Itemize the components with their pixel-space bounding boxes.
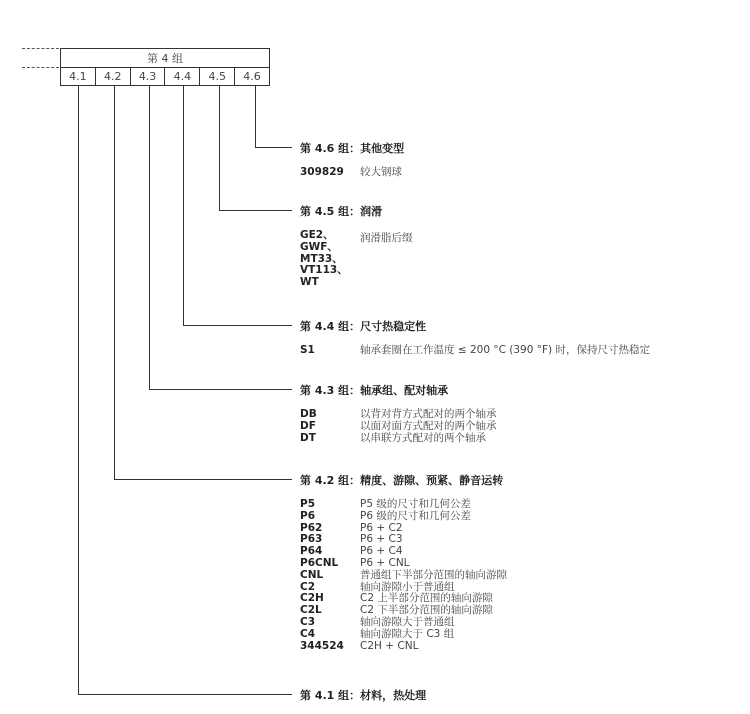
connector-4-4-horizontal	[183, 325, 292, 326]
rows-group-4-4	[300, 345, 650, 357]
code: P62	[300, 521, 323, 534]
connector-4-5-horizontal	[219, 210, 292, 211]
heading-group-4-2: 第 4.2 组：精度、游隙、预紧、静音运转	[300, 474, 504, 487]
code: 344524	[300, 639, 344, 652]
description: P6 + C3	[360, 533, 403, 546]
code: P63	[300, 533, 323, 546]
rows-group-4-2	[300, 499, 507, 652]
code-wt: WT	[300, 276, 319, 289]
code: DT	[300, 431, 316, 444]
description: C2H + CNL	[360, 639, 419, 652]
row-df	[300, 421, 497, 433]
description: 普通组下半部分范围的轴向游隙	[360, 568, 507, 581]
cell-4-3: 4.3	[130, 68, 165, 86]
code-mt33: MT33、	[300, 252, 343, 265]
rows-group-4-6	[300, 167, 402, 179]
rows-group-4-3	[300, 409, 497, 444]
connector-4-1-horizontal	[78, 694, 292, 695]
row-cnl	[300, 570, 507, 582]
description: P6 + C4	[360, 545, 403, 558]
connector-4-6-horizontal	[255, 147, 292, 148]
code: C2H	[300, 592, 324, 605]
cell-4-4: 4.4	[164, 68, 199, 86]
code: DB	[300, 408, 317, 420]
code: DF	[300, 419, 316, 432]
group-box	[60, 48, 270, 86]
code: 309829	[300, 166, 344, 178]
heading-group-4-5: 第 4.5 组：润滑	[300, 205, 383, 218]
connector-4-5-vertical	[219, 86, 220, 210]
connector-4-6-vertical	[255, 86, 256, 147]
heading-group-4-4: 第 4.4 组：尺寸热稳定性	[300, 320, 427, 333]
code-vt113: VT113、	[300, 264, 348, 277]
code: P5	[300, 498, 316, 510]
connector-4-3-vertical	[149, 86, 150, 389]
connector-4-2-horizontal	[114, 479, 292, 480]
lubrication-description: 润滑脂后缀	[360, 232, 413, 244]
dashed-line-top	[22, 48, 59, 49]
row-p6	[300, 511, 507, 523]
row-c4	[300, 629, 507, 641]
description: 以面对面方式配对的两个轴承	[360, 419, 497, 432]
cell-4-6: 4.6	[234, 68, 269, 86]
description: P6 + CNL	[360, 556, 410, 569]
heading-group-4-1: 第 4.1 组：材料，热处理	[300, 689, 427, 702]
heading-group-4-3: 第 4.3 组：轴承组、配对轴承	[300, 384, 449, 397]
code-gwf: GWF、	[300, 240, 338, 253]
description: C2 上半部分范围的轴向游隙	[360, 592, 493, 605]
connector-4-1-vertical	[78, 86, 79, 694]
cell-4-5: 4.5	[199, 68, 234, 86]
description: P6 级的尺寸和几何公差	[360, 509, 471, 522]
description: 轴承套圈在工作温度 ≤ 200 °C (390 °F) 时，保持尺寸热稳定	[360, 344, 650, 356]
connector-4-3-horizontal	[149, 389, 292, 390]
code: P6	[300, 509, 316, 522]
row-p62	[300, 523, 507, 535]
description: 轴向游隙小于普通组	[360, 580, 455, 593]
row-309829	[300, 167, 402, 179]
row-p6cnl	[300, 558, 507, 570]
code: C2	[300, 580, 316, 593]
code: P6CNL	[300, 556, 339, 569]
description: 以背对背方式配对的两个轴承	[360, 408, 497, 420]
code: C3	[300, 615, 316, 628]
description: 较大钢球	[360, 166, 402, 178]
code: P64	[300, 545, 323, 558]
lubrication-codes	[300, 230, 348, 289]
dashed-line-middle	[22, 67, 59, 68]
row-344524	[300, 641, 507, 653]
cell-4-1: 4.1	[69, 70, 87, 83]
group-cells	[61, 68, 269, 86]
connector-4-2-vertical	[114, 86, 115, 479]
code: CNL	[300, 568, 324, 581]
description: P6 + C2	[360, 521, 403, 534]
row-dt	[300, 433, 497, 445]
code: S1	[300, 344, 315, 356]
connector-4-4-vertical	[183, 86, 184, 325]
description: 轴向游隙大于 C3 组	[360, 627, 455, 640]
row-p63	[300, 534, 507, 546]
cell-4-2: 4.2	[95, 68, 130, 86]
code-ge2: GE2、	[300, 229, 334, 241]
row-s1	[300, 345, 650, 357]
group-title: 第 4 组	[61, 49, 269, 68]
description: 轴向游隙大于普通组	[360, 615, 455, 628]
description: C2 下半部分范围的轴向游隙	[360, 604, 493, 617]
code: C4	[300, 627, 316, 640]
description: 以串联方式配对的两个轴承	[360, 431, 486, 444]
description: P5 级的尺寸和几何公差	[360, 498, 471, 510]
row-c3	[300, 617, 507, 629]
heading-group-4-6: 第 4.6 组：其他变型	[300, 142, 405, 155]
code: C2L	[300, 604, 322, 617]
